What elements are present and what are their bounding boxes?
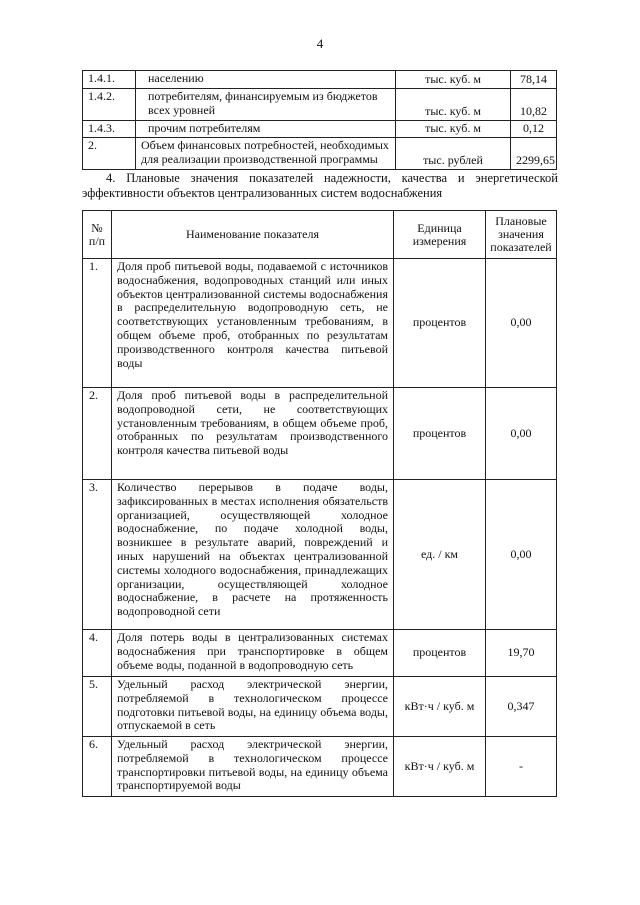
row-number: 1.4.3. — [83, 121, 136, 138]
row-name: Удельный расход электрической энергии, потребляемой в технологическом процессе подготовки питьевой воды, на единицу объема воды, отпускаемой в сеть — [112, 677, 394, 737]
row-number: 6. — [83, 737, 112, 797]
row-name: Доля проб питьевой воды в распределительной водопроводной сети, не соответствующих установленным требованиям, в общем объеме проб, отобранных по результатам производственного контроля качества питьевой воды — [112, 388, 394, 480]
table-row — [83, 121, 557, 138]
table-row — [83, 71, 557, 89]
row-unit: ед. / км — [394, 480, 486, 630]
row-unit: тыс. куб. м — [396, 71, 511, 89]
row-value: 10,82 — [511, 89, 557, 121]
row-value: 0,00 — [486, 259, 557, 388]
row-name: населению — [136, 71, 396, 89]
row-number: 5. — [83, 677, 112, 737]
header-unit: Единица измерения — [394, 211, 486, 259]
row-value: 78,14 — [511, 71, 557, 89]
header-row — [83, 211, 557, 259]
row-number: 1. — [83, 259, 112, 388]
section-title: 4. Плановые значения показателей надежности, качества и энергетической эффективности объектов централизованных систем водоснабжения — [82, 171, 558, 200]
row-unit: процентов — [394, 259, 486, 388]
row-number: 2. — [83, 138, 136, 170]
indicators-table — [82, 210, 557, 797]
row-number: 3. — [83, 480, 112, 630]
row-name: Удельный расход электрической энергии, потребляемой в технологическом процессе транспортировки питьевой воды, на единицу объема транспортируемой воды — [112, 737, 394, 797]
row-unit: тыс. куб. м — [396, 121, 511, 138]
row-unit: процентов — [394, 630, 486, 677]
table-row — [83, 480, 557, 630]
row-name: прочим потребителям — [136, 121, 396, 138]
row-value: 0,00 — [486, 480, 557, 630]
table-row — [83, 388, 557, 480]
row-number: 2. — [83, 388, 112, 480]
table-row — [83, 677, 557, 737]
row-unit: процентов — [394, 388, 486, 480]
row-name: Объем финансовых потребностей, необходимых для реализации производственной программы — [136, 138, 396, 170]
row-name: Доля проб питьевой воды, подаваемой с источников водоснабжения, водопроводных станций или иных объектов централизованной системы водоснабжения в распределительную водопроводную сеть, не соответствующих установленным требованиям, в общем объеме проб, отобранных по результатам производственного контроля качества питьевой воды — [112, 259, 394, 388]
row-name: Количество перерывов в подаче воды, зафиксированных в местах исполнения обязательств организацией, осуществляющей холодное водоснабжение, по подаче холодной воды, возникшее в результате аварий, повреждений и иных нарушений на объектах централизованной системы холодного водоснабжения, принадлежащих организации, осуществляющей холодное водоснабжение, в расчете на протяженность водопроводной сети — [112, 480, 394, 630]
row-name: потребителям, финансируемым из бюджетов всех уровней — [136, 89, 396, 121]
table-row — [83, 737, 557, 797]
table-row — [83, 138, 557, 170]
row-value: 0,00 — [486, 388, 557, 480]
row-number: 4. — [83, 630, 112, 677]
consumption-table — [82, 70, 557, 170]
table-row — [83, 89, 557, 121]
row-unit: тыс. куб. м — [396, 89, 511, 121]
row-value: 0,12 — [511, 121, 557, 138]
row-unit: кВт·ч / куб. м — [394, 737, 486, 797]
header-num: № п/п — [83, 211, 112, 259]
header-value: Плановые значения показателей — [486, 211, 557, 259]
row-unit: тыс. рублей — [396, 138, 511, 170]
row-number: 1.4.2. — [83, 89, 136, 121]
row-value: 0,347 — [486, 677, 557, 737]
row-value: 2299,65 — [511, 138, 557, 170]
row-value: - — [486, 737, 557, 797]
row-number: 1.4.1. — [83, 71, 136, 89]
table-row — [83, 630, 557, 677]
row-name: Доля потерь воды в централизованных системах водоснабжения при транспортировке в общем объеме воды, поданной в водопроводную сеть — [112, 630, 394, 677]
page-number: 4 — [316, 36, 324, 51]
row-value: 19,70 — [486, 630, 557, 677]
row-unit: кВт·ч / куб. м — [394, 677, 486, 737]
table-row — [83, 259, 557, 388]
header-name: Наименование показателя — [112, 211, 394, 259]
